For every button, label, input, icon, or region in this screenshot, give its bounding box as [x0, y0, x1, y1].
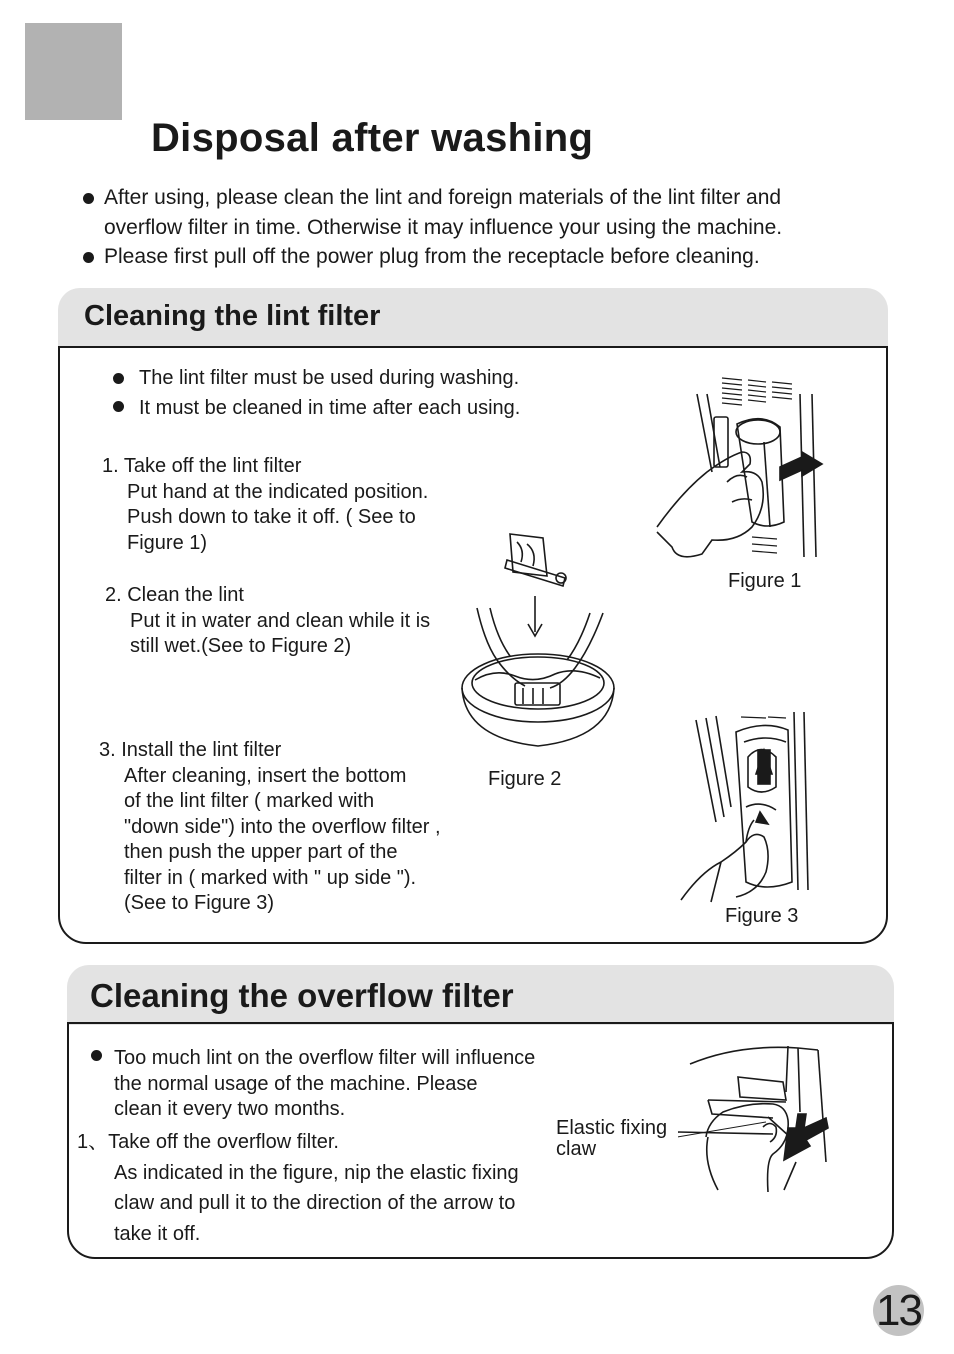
figure-2-label: Figure 2 [488, 768, 562, 790]
step-line: Figure 1) [127, 531, 208, 554]
bullet-icon [113, 401, 124, 412]
step-title: 2. Clean the lint [105, 584, 244, 606]
step-title: 1、Take off the overflow filter. [77, 1131, 339, 1153]
page-number: 13 [876, 1286, 921, 1335]
intro-line: After using, please clean the lint and foreign materials of the lint filter and [104, 186, 782, 209]
overflow-bullet-line: Too much lint on the overflow filter will influence [114, 1047, 536, 1069]
intro-text [104, 183, 782, 242]
figure-1-illustration [652, 372, 827, 562]
step-line: take it off. [114, 1222, 201, 1245]
step-line: then push the upper part of the [124, 841, 398, 863]
step-line: Put it in water and clean while it is [130, 609, 431, 632]
overflow-bullet [114, 1046, 535, 1123]
step-line: As indicated in the figure, nip the elastic fixing [114, 1161, 519, 1184]
intro-line: overflow filter in time. Otherwise it may influence your using the machine. [104, 215, 783, 239]
step-line: Put hand at the indicated position. [127, 480, 429, 503]
page-title: Disposal after washing [151, 116, 594, 160]
step-line: "down side") into the overflow filter , [124, 815, 441, 838]
overflow-bullet-line: the normal usage of the machine. Please [114, 1072, 478, 1095]
step-line: still wet.(See to Figure 2) [130, 635, 352, 657]
callout-line: claw [556, 1138, 597, 1160]
overflow-bullet-line: clean it every two months. [114, 1098, 346, 1120]
bullet-icon [91, 1050, 102, 1061]
overflow-filter-illustration [678, 1042, 858, 1197]
step-title: 1. Take off the lint filter [102, 455, 302, 477]
lint-bullet: The lint filter must be used during washing. [139, 367, 520, 389]
bullet-icon [83, 193, 94, 204]
lint-section-title: Cleaning the lint filter [84, 300, 381, 332]
callout-line: Elastic fixing [556, 1117, 668, 1139]
lint-step-2 [105, 583, 430, 660]
lint-step-3 [99, 738, 441, 917]
step-line: filter in ( marked with " up side "). [124, 866, 417, 889]
bullet-icon [113, 373, 124, 384]
intro-line: Please first pull off the power plug from the receptacle before cleaning. [104, 245, 760, 268]
step-title: 3. Install the lint filter [99, 739, 282, 761]
corner-block [25, 23, 122, 120]
figure-3-illustration [676, 712, 816, 907]
step-line: After cleaning, insert the bottom [124, 764, 407, 787]
bullet-icon [83, 252, 94, 263]
overflow-step-1 [77, 1127, 519, 1249]
lint-step-1 [102, 454, 428, 556]
step-line: of the lint filter ( marked with [124, 790, 375, 812]
step-line: claw and pull it to the direction of the arrow to [114, 1192, 516, 1214]
elastic-claw-callout [556, 1118, 667, 1160]
step-line: (See to Figure 3) [124, 892, 275, 914]
overflow-section-title: Cleaning the overflow filter [90, 977, 514, 1014]
lint-bullet: It must be cleaned in time after each using. [139, 397, 521, 419]
step-line: Push down to take it off. ( See to [127, 506, 416, 528]
figure-1-label: Figure 1 [728, 570, 802, 592]
figure-2-illustration [455, 528, 625, 753]
figure-3-label: Figure 3 [725, 905, 799, 927]
